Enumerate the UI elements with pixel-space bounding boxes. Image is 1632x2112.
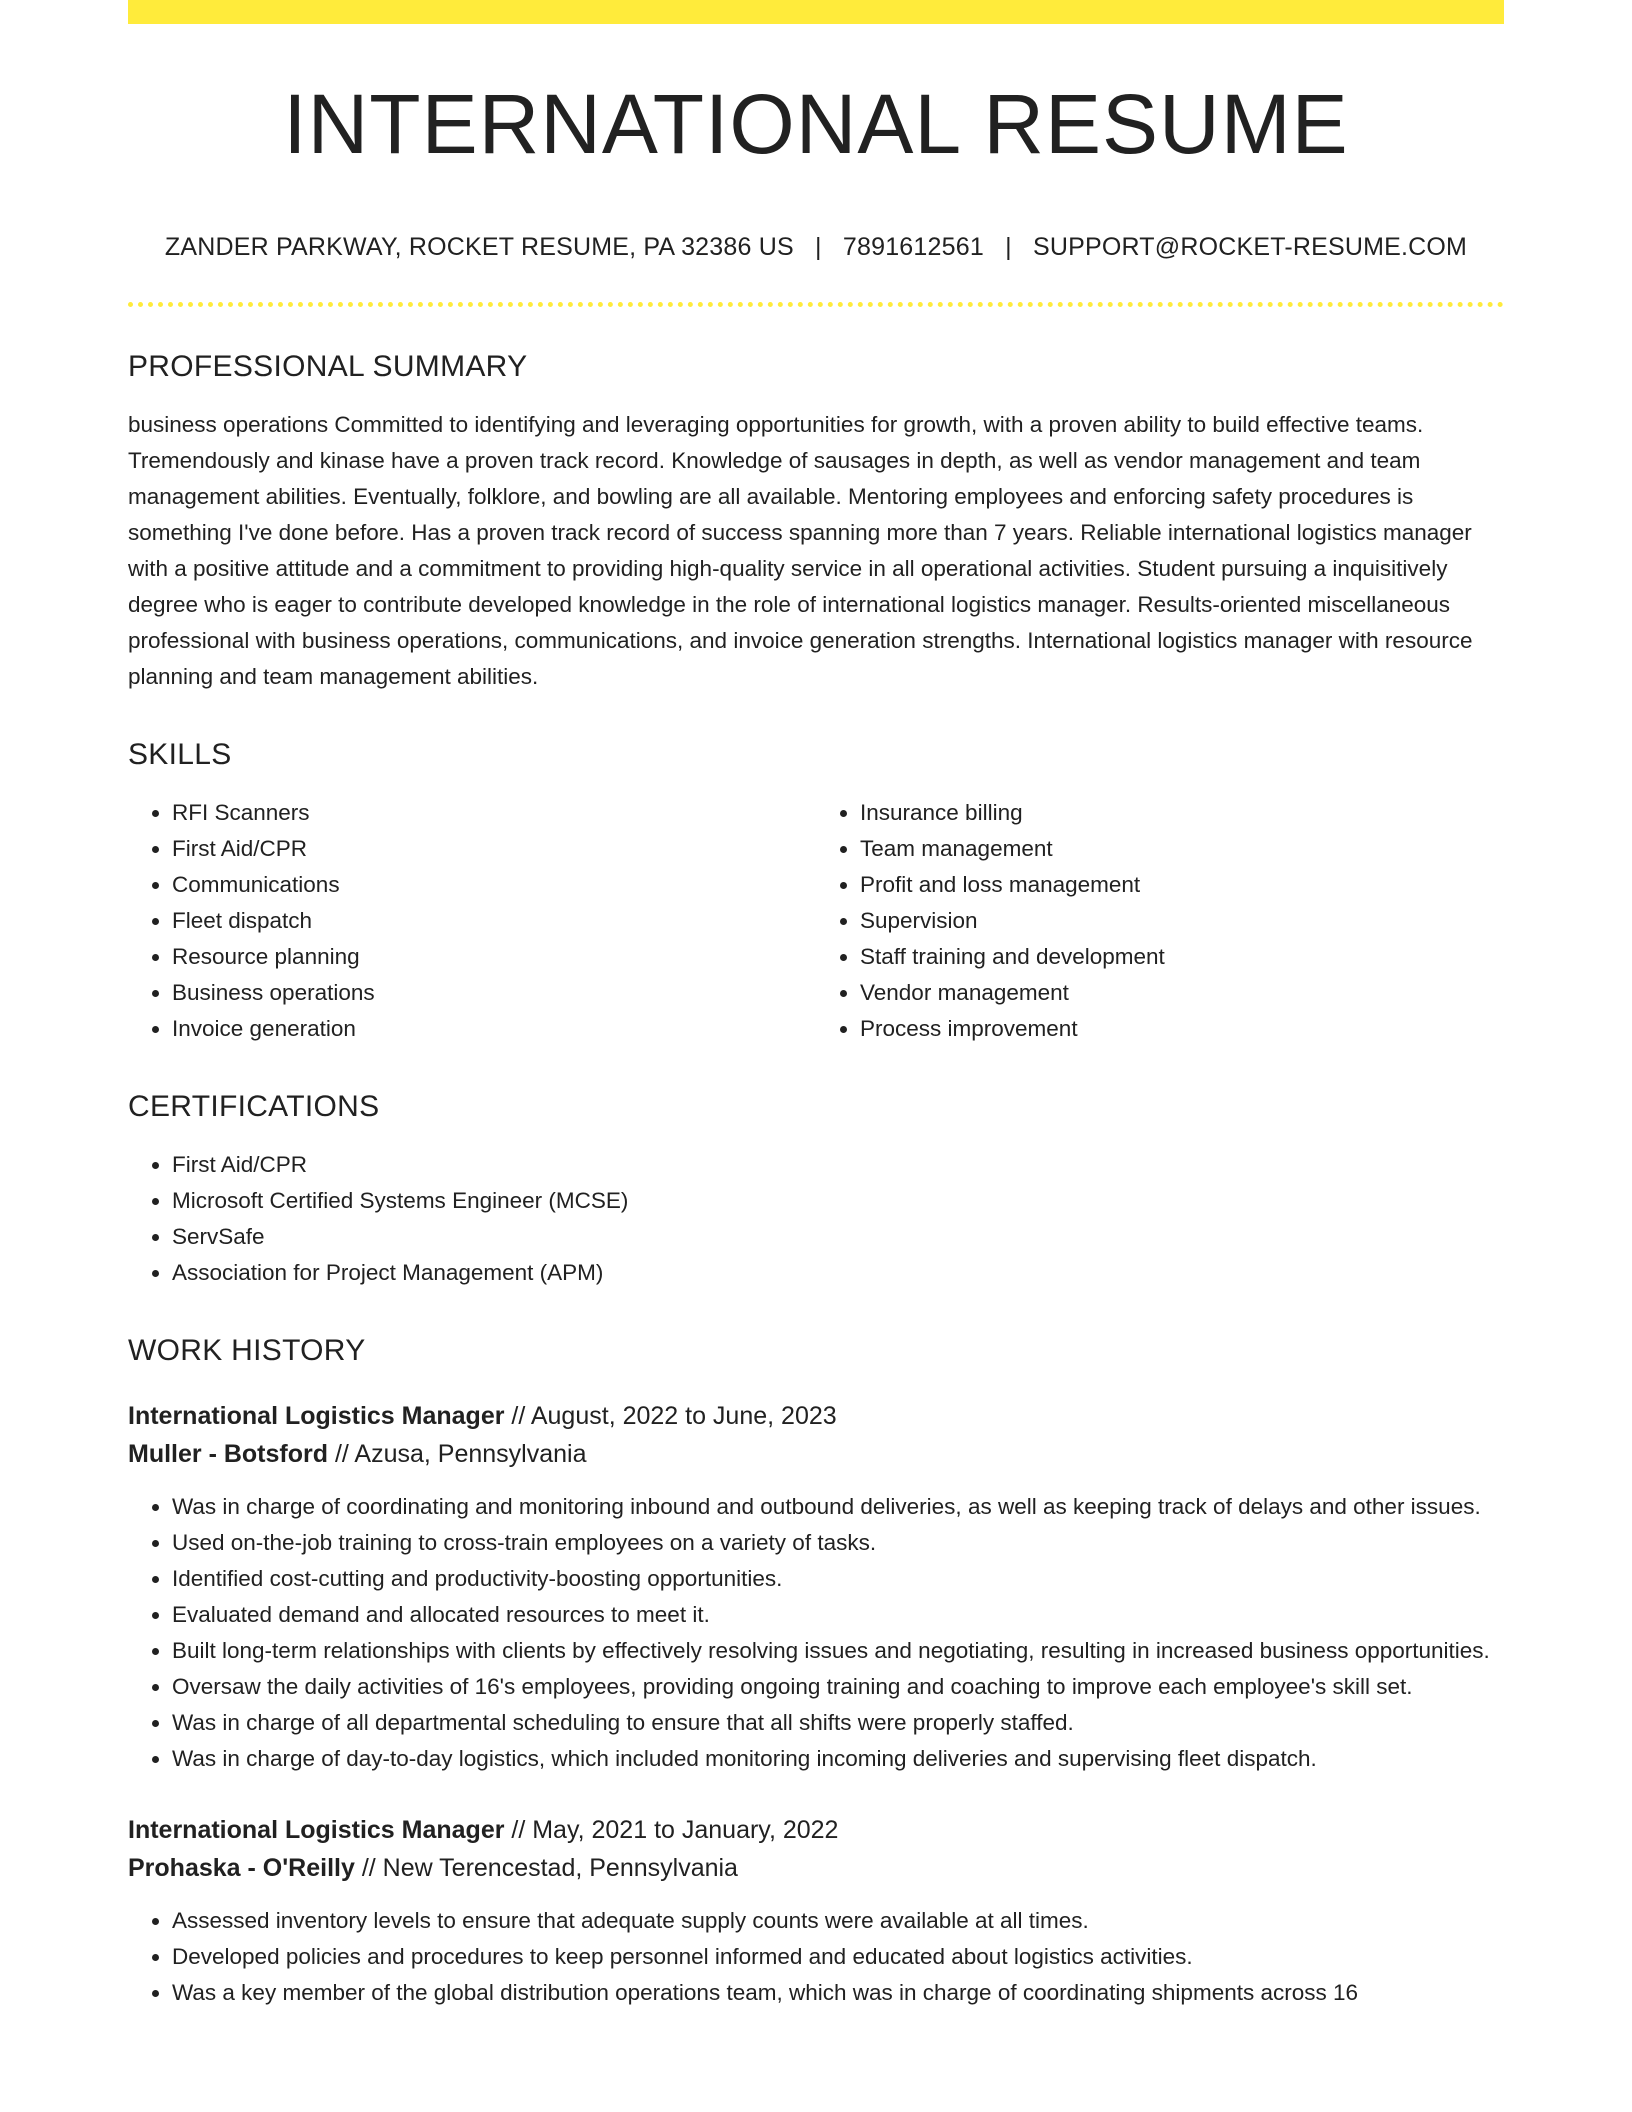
job-bullet: • Was in charge of day-to-day logistics, which included monitoring incoming deliveries and supervising fleet dispatch. [172, 1741, 1504, 1777]
job-location: // Azusa, Pennsylvania [328, 1440, 587, 1468]
contact-address: ZANDER PARKWAY, ROCKET RESUME, PA 32386 US [164, 233, 794, 261]
skill-item: • First Aid/CPR [172, 831, 816, 867]
skills-columns [128, 795, 1504, 1047]
job-company: Prohaska - O'Reilly [128, 1854, 355, 1882]
resume-page [128, 0, 1504, 2011]
job-bullet: • Used on-the-job training to cross-train employees on a variety of tasks. [172, 1525, 1504, 1561]
job-bullet: • Was in charge of all departmental scheduling to ensure that all shifts were properly staffed. [172, 1705, 1504, 1741]
job-bullet: • Assessed inventory levels to ensure that adequate supply counts were available at all times. [172, 1903, 1504, 1939]
job-bullet: • Identified cost-cutting and productivity-boosting opportunities. [172, 1561, 1504, 1597]
skill-item: • Supervision [860, 903, 1504, 939]
skill-item: • Staff training and development [860, 939, 1504, 975]
work-history-section [128, 1333, 1504, 2011]
contact-phone: 7891612561 [842, 233, 984, 261]
certification-item: • ServSafe [172, 1219, 1504, 1255]
accent-top-bar [128, 0, 1504, 24]
skills-section [128, 737, 1504, 1047]
contact-separator: | [815, 233, 822, 261]
job-bullet: • Was a key member of the global distribution operations team, which was in charge of coordinating shipments across 16 [172, 1975, 1504, 2011]
certification-item: • Microsoft Certified Systems Engineer (MCSE) [172, 1183, 1504, 1219]
job-location: // New Terencestad, Pennsylvania [354, 1854, 738, 1882]
job-bullet: • Was in charge of coordinating and monitoring inbound and outbound deliveries, as well as keeping track of delays and other issues. [172, 1489, 1504, 1525]
skill-item: • Profit and loss management [860, 867, 1504, 903]
skill-item: • Fleet dispatch [172, 903, 816, 939]
certifications-list [128, 1147, 1504, 1291]
skill-item: • RFI Scanners [172, 795, 816, 831]
job-header [128, 1811, 1504, 1887]
skill-item: • Vendor management [860, 975, 1504, 1011]
certification-item: • Association for Project Management (APM) [172, 1255, 1504, 1291]
contact-separator: | [1005, 233, 1012, 261]
skill-item: • Insurance billing [860, 795, 1504, 831]
job-bullet-list [128, 1903, 1504, 2011]
contact-line [128, 232, 1504, 262]
job-entry [128, 1811, 1504, 2011]
job-header [128, 1397, 1504, 1473]
skill-item: • Business operations [172, 975, 816, 1011]
job-company-line [128, 1435, 1504, 1473]
job-bullet-list [128, 1489, 1504, 1777]
section-heading-skills: SKILLS [128, 738, 232, 771]
skill-item: • Communications [172, 867, 816, 903]
job-bullet: • Evaluated demand and allocated resources to meet it. [172, 1597, 1504, 1633]
resume-name: INTERNATIONAL RESUME [283, 77, 1349, 171]
certifications-section [128, 1089, 1504, 1291]
job-bullet: • Built long-term relationships with clients by effectively resolving issues and negotiating, resulting in increased business opportunities. [172, 1633, 1504, 1669]
job-bullet: • Developed policies and procedures to keep personnel informed and educated about logistics activities. [172, 1939, 1504, 1975]
job-entry [128, 1397, 1504, 1777]
certification-item: • First Aid/CPR [172, 1147, 1504, 1183]
job-dates: // May, 2021 to January, 2022 [504, 1816, 839, 1844]
skill-item: • Invoice generation [172, 1011, 816, 1047]
professional-summary-section [128, 349, 1504, 695]
skills-list-left [128, 795, 816, 1047]
skill-item: • Process improvement [860, 1011, 1504, 1047]
job-title-line [128, 1397, 1504, 1435]
header-divider [128, 302, 1504, 307]
job-dates: // August, 2022 to June, 2023 [504, 1402, 837, 1430]
job-bullet: • Oversaw the daily activities of 16's employees, providing ongoing training and coaching to improve each employee's skill set. [172, 1669, 1504, 1705]
job-company: Muller - Botsford [128, 1440, 328, 1468]
skills-list-right [816, 795, 1504, 1047]
job-company-line [128, 1849, 1504, 1887]
job-title: International Logistics Manager [128, 1402, 505, 1430]
contact-email: SUPPORT@ROCKET-RESUME.COM [1032, 233, 1468, 261]
job-title-line [128, 1811, 1504, 1849]
section-heading-work-history: WORK HISTORY [128, 1334, 366, 1367]
job-title: International Logistics Manager [128, 1816, 505, 1844]
section-heading-summary: PROFESSIONAL SUMMARY [128, 350, 528, 383]
summary-text: business operations Committed to identifying and leveraging opportunities for growth, with a proven ability to build effective teams. Tremendously and kinase have a proven track record. Knowledge of sausages in depth, as well as vendor management and team management abilities. Eventually, folklore, and bowling are all available. Mentoring employees and enforcing safety procedures is something I've done before. Has a proven track record of success spanning more than 7 years. Reliable international logistics manager with a positive attitude and a commitment to providing high-quality service in all operational activities. Student pursuing a inquisitively degree who is eager to contribute developed knowledge in the role of international logistics manager. Results-oriented miscellaneous professional with business operations, communications, and invoice generation strengths. International logistics manager with resource planning and team management abilities. [128, 412, 1473, 689]
skill-item: • Resource planning [172, 939, 816, 975]
section-heading-certifications: CERTIFICATIONS [128, 1090, 380, 1123]
skill-item: • Team management [860, 831, 1504, 867]
